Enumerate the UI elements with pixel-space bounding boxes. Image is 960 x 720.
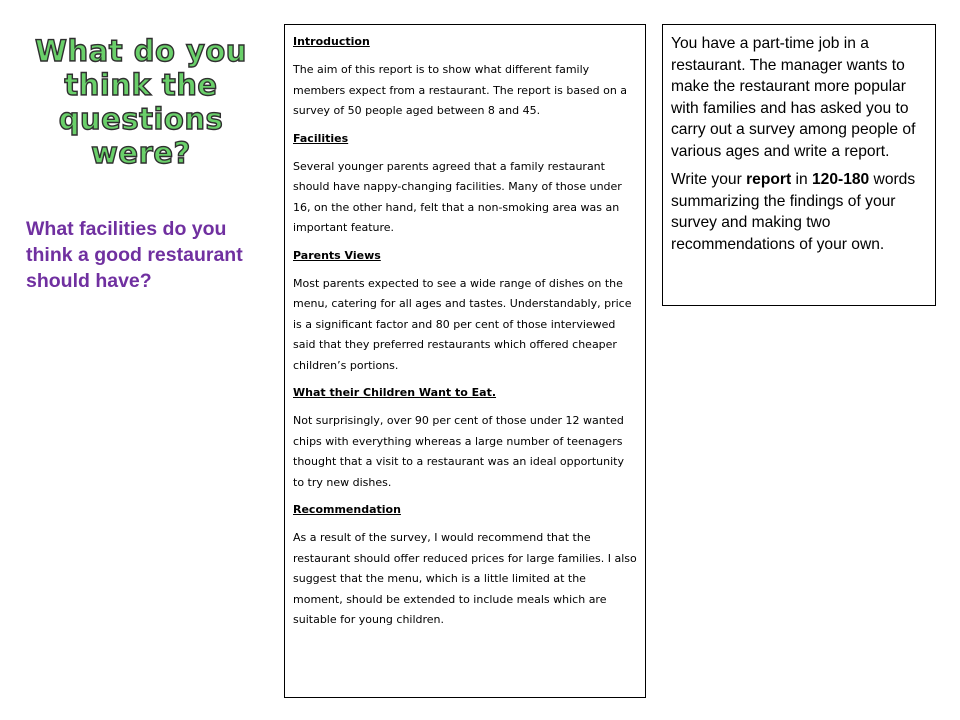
- question-text: What facilities do you think a good restaurant should have?: [26, 218, 243, 292]
- section-body-introduction: The aim of this report is to show what different family members expect from a restaurant. The report is based on a survey of 50 people aged between 8 and 45.: [293, 63, 628, 117]
- section-heading-introduction: Introduction: [293, 35, 370, 48]
- task-text: Write your: [671, 171, 747, 188]
- section-body-recommendation: As a result of the survey, I would recommend that the restaurant should offer reduced prices for large families. I also suggest that the menu, which is a little limited at the moment, should be extended to include meals which are suitable for young children.: [293, 531, 637, 626]
- section-body-children-eat: Not surprisingly, over 90 per cent of those under 12 wanted chips with everything whereas a large number of teenagers thought that a visit to a restaurant was an ideal opportunity to try new dishes.: [293, 414, 624, 489]
- task-bold-word-count: 120-180: [811, 171, 870, 188]
- section-heading-recommendation: Recommendation: [293, 503, 401, 516]
- task-paragraph-1: You have a part-time job in a restaurant. The manager wants to make the restaurant more popular with families and has asked you to carry out a survey among people of various ages and write a report.: [671, 35, 916, 160]
- section-heading-children-eat: What their Children Want to Eat.: [293, 386, 497, 399]
- section-body-parents-views: Most parents expected to see a wide range of dishes on the menu, catering for all ages and tastes. Understandably, price is a significant factor and 80 per cent of those interviewed said that they preferred restaurants which offered cheaper children’s portions.: [293, 276, 632, 372]
- task-paragraph-2: [671, 169, 927, 255]
- task-bold-report: report: [746, 171, 792, 188]
- section-body-facilities: Several younger parents agreed that a family restaurant should have nappy-changing facilities. Many of those under 16, on the other hand, felt that a non-smoking area was an important feature.: [293, 159, 622, 234]
- task-text: in: [791, 171, 812, 188]
- report-box: [284, 24, 646, 698]
- section-heading-facilities: Facilities: [293, 131, 349, 145]
- section-heading-parents-views: Parents Views: [293, 248, 381, 262]
- task-text: words summarizing the findings of your survey and making two recommendations of your own.: [671, 171, 916, 253]
- slide-title: What do you think the questions were?: [35, 34, 247, 170]
- task-box: [662, 24, 936, 306]
